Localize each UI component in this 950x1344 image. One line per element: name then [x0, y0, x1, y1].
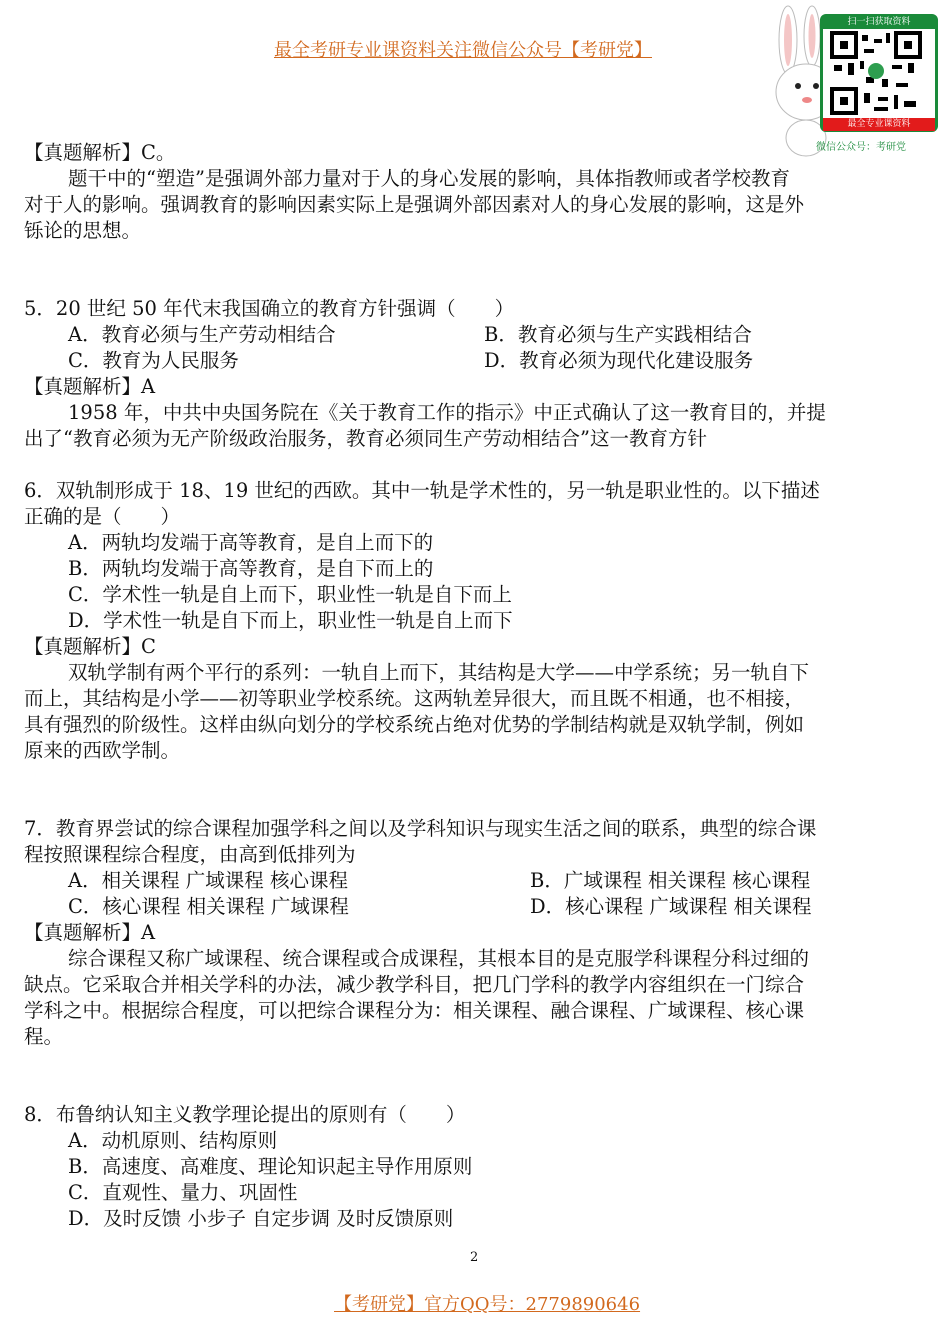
- question-5: [24, 296, 930, 452]
- qr-bottom-label: 最全专业课资料: [823, 118, 935, 131]
- option-c: C．直观性、量力、巩固性: [68, 1181, 298, 1204]
- document-body: [24, 140, 930, 1232]
- option-d: D．教育必须为现代化建设服务: [484, 349, 754, 372]
- analysis-text: 原来的西欧学制。: [24, 739, 181, 762]
- qr-top-label: 扫一扫获取资料: [823, 15, 935, 29]
- analysis-text: 题干中的“塑造”是强调外部力量对于人的身心发展的影响，具体指教师或者学校教育: [68, 167, 790, 190]
- question-7: [24, 816, 930, 1050]
- option-b: B．广域课程 相关课程 核心课程: [530, 869, 811, 892]
- analysis-text: 程。: [24, 1025, 64, 1048]
- analysis-text: 对于人的影响。强调教育的影响因素实际上是强调外部因素对人的身心发展的影响，这是外: [24, 193, 805, 216]
- analysis-label: 【真题解析】C: [24, 635, 156, 658]
- option-c: C．学术性一轨是自上而下，职业性一轨是自下而上: [68, 583, 512, 606]
- qr-code[interactable]: [820, 14, 938, 132]
- analysis-text: 而上，其结构是小学——初等职业学校系统。这两轨差异很大，而且既不相通，也不相接，: [24, 687, 805, 710]
- page-number: 2: [470, 1250, 479, 1265]
- analysis-label: 【真题解析】A: [24, 375, 156, 398]
- analysis-text: 具有强烈的阶级性。这样由纵向划分的学校系统占绝对优势的学制结构就是双轨学制，例如: [24, 713, 805, 736]
- analysis-text: 缺点。它采取合并相关学科的办法，减少教学科目，把几门学科的教学内容组织在一门综合: [24, 973, 805, 996]
- question-stem: 8．布鲁纳认知主义教学理论提出的原则有（ ）: [24, 1103, 466, 1126]
- q4-analysis: [24, 140, 930, 244]
- footer-qq-link[interactable]: 【考研党】官方QQ号：2779890646: [334, 1294, 641, 1315]
- analysis-label: 【真题解析】A: [24, 921, 156, 944]
- option-d: D．学术性一轨是自下而上，职业性一轨是自上而下: [68, 609, 513, 632]
- analysis-text: 1958 年，中共中央国务院在《关于教育工作的指示》中正式确认了这一教育目的，并提: [68, 401, 826, 424]
- option-row: [24, 322, 930, 348]
- header-wechat-link[interactable]: 最全考研专业课资料关注微信公众号【考研党】: [274, 40, 652, 61]
- question-stem: 5．20 世纪 50 年代末我国确立的教育方针强调（ ）: [24, 297, 515, 320]
- question-stem: 6．双轨制形成于 18、19 世纪的西欧。其中一轨是学术性的，另一轨是职业性的。以下描述: [24, 479, 820, 502]
- analysis-text: 综合课程又称广域课程、统合课程或合成课程，其根本目的是克服学科课程分科过细的: [68, 947, 810, 970]
- option-a: A．相关课程 广域课程 核心课程: [68, 869, 348, 892]
- option-a: A．两轨均发端于高等教育，是自上而下的: [68, 531, 434, 554]
- analysis-text: 学科之中。根据综合程度，可以把综合课程分为：相关课程、融合课程、广域课程、核心课: [24, 999, 805, 1022]
- analysis-text: 双轨学制有两个平行的系列：一轨自上而下，其结构是大学——中学系统；另一轨自下: [68, 661, 810, 684]
- option-c: C．核心课程 相关课程 广域课程: [68, 895, 349, 918]
- option-a: A．动机原则、结构原则: [68, 1129, 278, 1152]
- analysis-text: 出了“教育必须为无产阶级政治服务，教育必须同生产劳动相结合”这一教育方针: [24, 427, 707, 450]
- analysis-label: 【真题解析】C。: [24, 141, 176, 164]
- option-a: A．教育必须与生产劳动相结合: [68, 323, 336, 346]
- option-b: B．高速度、高难度、理论知识起主导作用原则: [68, 1155, 473, 1178]
- qr-pattern-icon: [830, 31, 922, 115]
- question-8: [24, 1102, 930, 1232]
- option-d: D．及时反馈 小步子 自定步调 及时反馈原则: [68, 1207, 454, 1230]
- option-row: [24, 868, 930, 894]
- qr-caption: 微信公众号：考研党: [816, 142, 906, 153]
- option-d: D．核心课程 广域课程 相关课程: [530, 895, 812, 918]
- analysis-text: 铄论的思想。: [24, 219, 142, 242]
- option-b: B．教育必须与生产实践相结合: [484, 323, 752, 346]
- qr-code-badge: [768, 0, 950, 160]
- question-stem: 7．教育界尝试的综合课程加强学科之间以及学科知识与现实生活之间的联系，典型的综合课: [24, 817, 817, 840]
- question-stem: 程按照课程综合程度，由高到低排列为: [24, 843, 356, 866]
- question-6: [24, 478, 930, 764]
- option-c: C．教育为人民服务: [68, 349, 239, 372]
- option-row: [24, 348, 930, 374]
- question-stem: 正确的是（ ）: [24, 505, 181, 528]
- option-row: [24, 894, 930, 920]
- option-b: B．两轨均发端于高等教育，是自下而上的: [68, 557, 434, 580]
